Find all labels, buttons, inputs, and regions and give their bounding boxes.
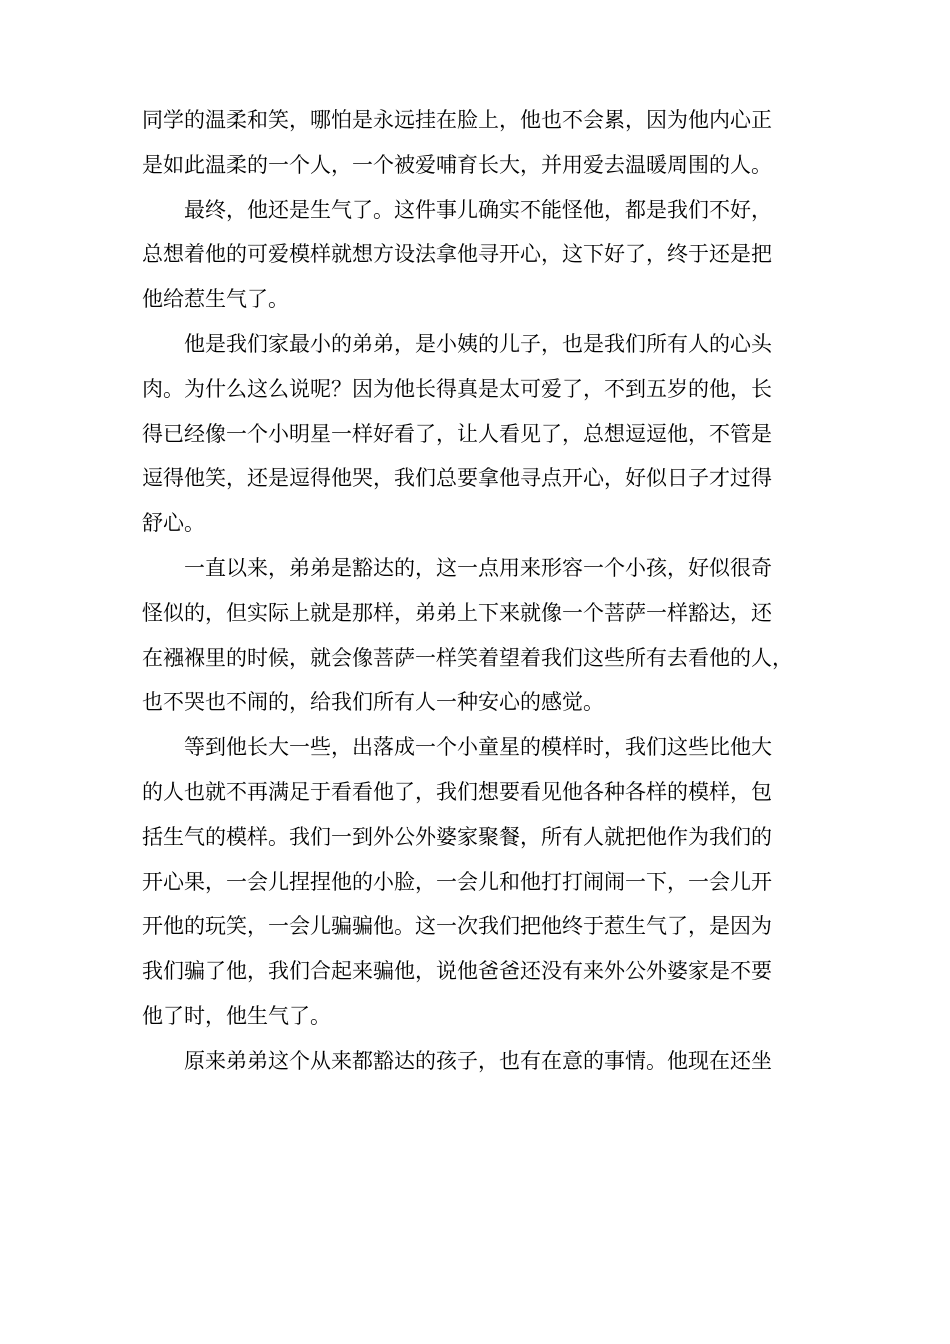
text-line: 是如此温柔的一个人，一个被爱哺育长大，并用爱去温暖周围的人。 xyxy=(142,152,772,177)
text-line: 原来弟弟这个从来都豁达的孩子，也有在意的事情。他现在还坐 xyxy=(184,1048,772,1073)
text-line: 开他的玩笑，一会儿骗骗他。这一次我们把他终于惹生气了，是因为 xyxy=(142,914,772,939)
body-text xyxy=(142,98,812,1084)
text-line: 开心果，一会儿捏捏他的小脸，一会儿和他打打闹闹一下，一会儿开 xyxy=(142,869,772,894)
text-line: 一直以来，弟弟是豁达的，这一点用来形容一个小孩，好似很奇 xyxy=(184,555,772,580)
text-line: 他是我们家最小的弟弟，是小姨的儿子，也是我们所有人的心头 xyxy=(184,331,772,356)
text-line: 他给惹生气了。 xyxy=(142,287,289,312)
text-line: 逗得他笑，还是逗得他哭，我们总要拿他寻点开心，好似日子才过得 xyxy=(142,466,772,491)
text-line: 最终，他还是生气了。这件事儿确实不能怪他，都是我们不好， xyxy=(184,197,772,222)
text-line: 舒心。 xyxy=(142,511,205,536)
text-line: 括生气的模样。我们一到外公外婆家聚餐，所有人就把他作为我们的 xyxy=(142,824,772,849)
text-line: 等到他长大一些，出落成一个小童星的模样时，我们这些比他大 xyxy=(184,735,772,760)
text-line: 也不哭也不闹的，给我们所有人一种安心的感觉。 xyxy=(142,690,604,715)
text-line: 同学的温柔和笑，哪怕是永远挂在脸上，他也不会累，因为他内心正 xyxy=(142,108,772,132)
text-line: 在襁褓里的时候，就会像菩萨一样笑着望着我们这些所有去看他的人， xyxy=(142,645,793,670)
text-line: 肉。为什么这么说呢？因为他长得真是太可爱了，不到五岁的他，长 xyxy=(142,376,772,401)
text-line: 我们骗了他，我们合起来骗他，说他爸爸还没有来外公外婆家是不要 xyxy=(142,959,772,984)
text-line: 得已经像一个小明星一样好看了，让人看见了，总想逗逗他，不管是 xyxy=(142,421,772,446)
text-line: 怪似的，但实际上就是那样，弟弟上下来就像一个菩萨一样豁达，还 xyxy=(142,600,772,625)
text-line: 的人也就不再满足于看看他了，我们想要看见他各种各样的模样，包 xyxy=(142,779,772,804)
text-line: 他了时，他生气了。 xyxy=(142,1003,331,1028)
text-line: 总想着他的可爱模样就想方设法拿他寻开心，这下好了，终于还是把 xyxy=(142,242,772,267)
